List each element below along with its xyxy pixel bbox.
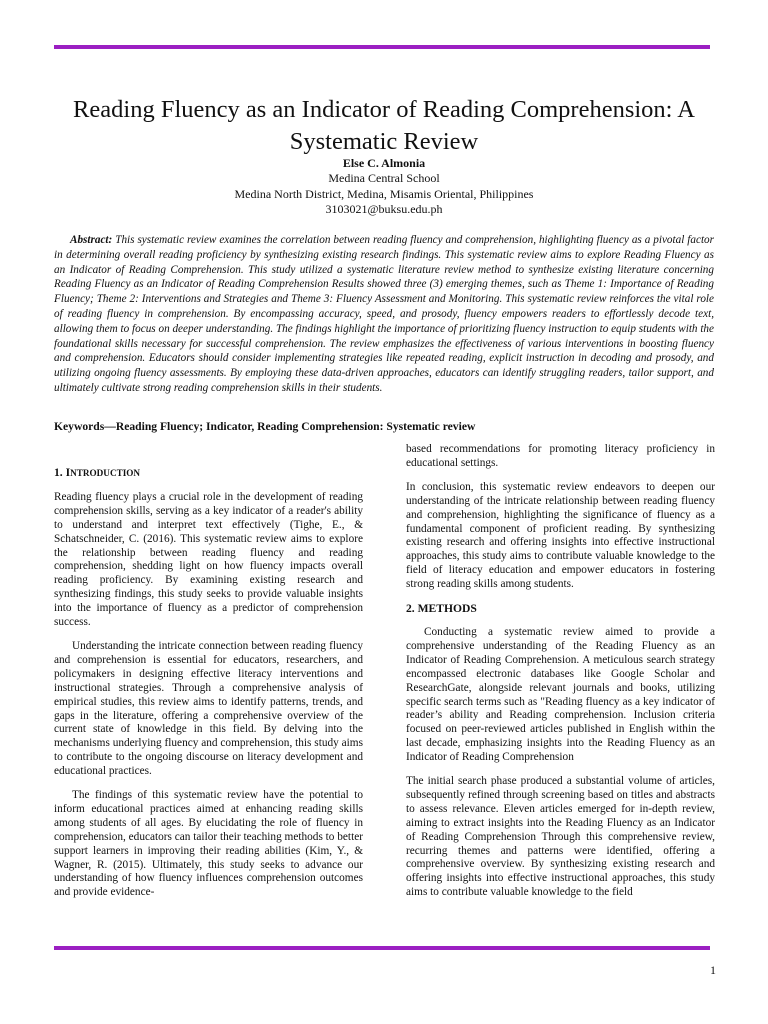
abstract-text: This systematic review examines the correlation between reading fluency and comprehension, highlighting fluency as a pivotal factor in determining overall reading proficiency by synthesizing existing research findings. This systematic review aims to explore Reading Fluency as an Indicator of Reading Comprehension. This study utilized a systematic literature review method to synthesize existing literature concerning Reading Fluency as an Indicator of Reading Comprehension Results showed three (3) emerging themes, such as Theme 1: Importance of Reading Fluency; Theme 2: Interventions and Strategies and Theme 3: Fluency Assessment and Monitoring. This systematic review reinforces the vital role of reading fluency in comprehension. By encompassing accuracy, speed, and prosody, fluency empowers readers to effortlessly decode text, allowing them to focus on deeper understanding. The findings highlight the importance of prioritizing fluency instruction to equip students with the foundational skills necessary for successful comprehension. The review emphasizes the effectiveness of various interventions in boosting fluency and comprehension. Educators should consider implementing strategies like repeated reading, explicit instruction in decoding and prosody, and utilizing ongoing fluency assessments. By employing these data-driven approaches, educators can identify struggling readers, tailor support, and ultimately cultivate strong reading comprehension skills in their students. [54, 234, 714, 394]
page-number: 1 [710, 963, 716, 977]
abstract [54, 233, 714, 396]
intro-paragraph-2: Understanding the intricate connection between reading fluency and comprehension is essential for educators, researchers, and policymakers in designing effective literacy interventions and instructional strategies. Through a comprehensive analysis of empirical studies, this review aims to identify patterns, trends, and gaps in the literature, offering a comprehensive overview of the current state of knowledge in this field. By delving into the mechanisms underlying fluency and comprehension, this study aims to contribute to the ongoing discourse on literacy development and educational practices. [54, 639, 363, 778]
section-initial: I [65, 466, 71, 479]
section-number: 1. [54, 466, 63, 479]
paper-title: Reading Fluency as an Indicator of Reading Comprehension: A Systematic Review [73, 96, 695, 155]
top-divider-rule [54, 45, 710, 49]
section-heading-methods: 2. METHODS [406, 602, 477, 616]
keywords: Keywords—Reading Fluency; Indicator, Reading Comprehension: Systematic review [54, 420, 476, 433]
intro-paragraph-3: The findings of this systematic review have the potential to inform educational practices aimed at enhancing reading skills among students of all ages. By elucidating the role of fluency in comprehension, educators can tailor their teaching methods to better support learners in improving their reading abilities (Kim, Y., & Wagner, R. (2015). Ultimately, this study seeks to advance our understanding of how fluency influences comprehension outcomes and provide evidence- [54, 789, 363, 899]
section-title-rest: NTRODUCTION [70, 468, 141, 478]
author-block [54, 156, 714, 217]
abstract-label: Abstract: [70, 234, 113, 246]
intro-paragraph-1: Reading fluency plays a crucial role in the development of reading comprehension skills, serving as a key indicator of a reader's ability to understand and interpret text effectively (Tighe, E., & Schatschneider, C. (2016). This systematic review aims to explore the relationship between reading fluency and reading comprehension, shedding light on how fluency impacts overall reading proficiency. By examining existing research and synthesizing findings, this study seeks to provide valuable insights into the importance of fluency as a predictor of comprehension success. [54, 490, 363, 629]
intro-paragraph-3-continued: based recommendations for promoting literacy proficiency in educational settings. [406, 443, 715, 469]
author-name: Else C. Almonia [342, 156, 426, 170]
affiliation-address: Medina North District, Medina, Misamis Oriental, Philippines [234, 186, 534, 201]
right-column [406, 443, 715, 910]
author-email: 3103021@buksu.edu.ph [325, 201, 443, 216]
bottom-divider-rule [54, 946, 710, 950]
section-heading-introduction [54, 466, 363, 481]
methods-paragraph-2: The initial search phase produced a substantial volume of articles, subsequently refined through screening based on titles and abstracts to assess relevance. Eleven articles emerged for in-depth review, aiming to extract insights into the Reading Fluency as an Indicator of Reading Comprehension Through this comprehensive review, recurring themes and patterns were identified, offering a comprehensive overview. By synthesizing existing research and offering insights into effective instructional approaches, this study aims to contribute valuable knowledge to the field [406, 775, 715, 899]
conclusion-paragraph: In conclusion, this systematic review endeavors to deepen our understanding of the intricate relationship between reading fluency and comprehension, highlighting the significance of fluency as a fundamental component of proficient reading. By synthesizing existing research and offering insights into effective instructional approaches, this study aims to contribute valuable knowledge to the field of literacy education and empower educators in fostering strong reading skills among students. [406, 480, 715, 591]
methods-paragraph-1: Conducting a systematic review aimed to provide a comprehensive understanding of the Reading Fluency as an Indicator of Reading Comprehension. A meticulous search strategy encompassed electronic databases like Google Scholar and ResearchGate, alongside relevant journals and books, utilizing specific search terms such as "Reading fluency as a key indicator of reader’s ability and Reading comprehension. Inclusion criteria focused on peer-reviewed articles published in English within the last decade, emphasizing insights into the Reading Fluency as an Indicator of Reading Comprehension [406, 625, 715, 764]
affiliation-school: Medina Central School [328, 171, 440, 186]
left-column [54, 466, 363, 910]
